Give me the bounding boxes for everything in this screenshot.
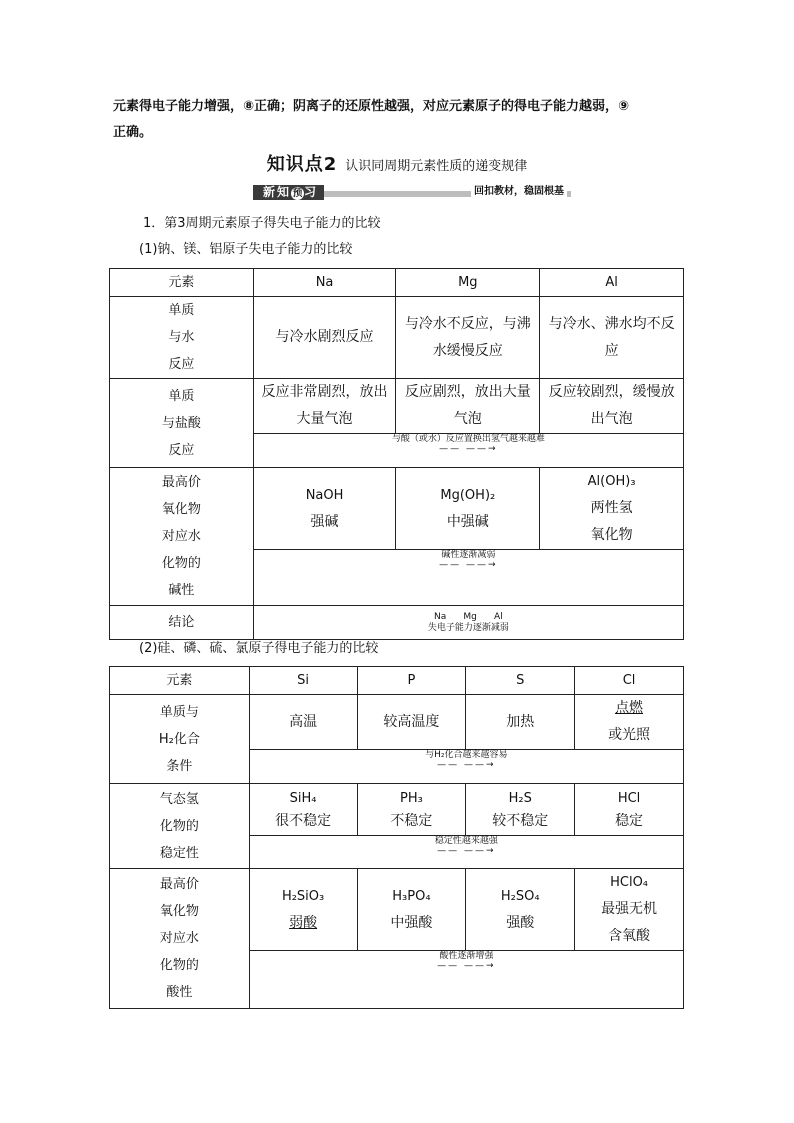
property: 氧化物 — [590, 527, 633, 543]
formula: H₂SiO₃ — [281, 888, 325, 904]
header-cell: 元素 — [110, 667, 250, 695]
table-row — [110, 468, 684, 550]
property: 稳定 — [615, 812, 644, 829]
label-line: 最高价 — [159, 877, 199, 892]
cell-s-acid — [466, 869, 575, 951]
cell-s-cond: 加热 — [466, 695, 575, 750]
cell-al-base — [540, 468, 684, 550]
section-banner — [253, 185, 571, 200]
cell-al-acid: 反应较剧烈，缓慢放出气泡 — [540, 379, 684, 434]
trend-text: 稳定性越来越强 — [434, 836, 498, 846]
trend-text: 与H₂化合越来越容易 — [425, 750, 508, 760]
trend-cell — [249, 750, 683, 784]
cell-na-acid: 反应非常剧烈，放出大量气泡 — [253, 379, 396, 434]
banner-tag-b: 习 — [304, 185, 319, 199]
formula: NaOH — [305, 487, 344, 503]
label-line: 化物的 — [159, 818, 199, 834]
table-row — [110, 606, 684, 640]
trend-cell — [249, 951, 683, 1009]
trend-arrow-icon: —— ——→ — [437, 760, 496, 770]
cell-al-water: 与冷水、沸水均不反应 — [540, 297, 684, 379]
label-line: 对应水 — [161, 529, 201, 544]
trend-cell — [253, 550, 683, 606]
header-cell: Si — [249, 667, 357, 695]
formula: H₂S — [508, 790, 532, 806]
label-line: 酸性 — [166, 985, 193, 1000]
trend-cell — [253, 434, 683, 468]
label-line: 条件 — [166, 758, 193, 774]
header-cell: S — [466, 667, 575, 695]
cell-mg-acid: 反应剧烈，放出大量气泡 — [396, 379, 540, 434]
label-line: 与盐酸 — [161, 415, 201, 431]
banner-right-text: 回扣教材，稳固根基 — [471, 186, 567, 198]
header-cell: Mg — [396, 269, 540, 297]
cell-mg-base — [396, 468, 540, 550]
sub-1-title: (1)钠、镁、铝原子失电子能力的比较 — [139, 242, 353, 257]
formula: Al(OH)₃ — [587, 474, 636, 489]
cell-p-acid — [357, 869, 466, 951]
sub-2-title: (2)硅、磷、硫、氯原子得电子能力的比较 — [139, 641, 379, 656]
label-line: 与水 — [168, 330, 195, 345]
trend-arrow-icon: —— ——→ — [439, 560, 498, 570]
formula: H₃PO₄ — [392, 888, 431, 904]
row-label — [110, 468, 254, 606]
header-cell: Cl — [575, 667, 684, 695]
property: 弱酸 — [289, 914, 318, 931]
row-label — [110, 784, 250, 869]
property: 不稳定 — [390, 812, 433, 829]
property: 中强酸 — [390, 914, 433, 931]
table-row — [110, 784, 684, 836]
row-label — [110, 297, 254, 379]
value-line: 或光照 — [608, 727, 651, 743]
conclusion-text: 失电子能力逐渐减弱 — [427, 622, 509, 633]
cell-mg-water: 与冷水不反应，与沸水缓慢反应 — [396, 297, 540, 379]
property: 中强碱 — [446, 513, 489, 530]
cell-p-stab — [357, 784, 466, 836]
table-row — [110, 379, 684, 434]
formula: HCl — [617, 790, 641, 806]
trend-arrow-icon: —— ——→ — [437, 846, 496, 856]
section-heading — [0, 150, 794, 176]
cell-cl-acid — [575, 869, 684, 951]
cell-s-stab — [466, 784, 575, 836]
header-cell: Na — [253, 269, 396, 297]
label-line: 氧化物 — [159, 904, 199, 919]
banner-tag-circle: 预 — [292, 188, 303, 199]
trend-text: 碱性逐渐减弱 — [441, 550, 496, 560]
cell-cl-stab — [575, 784, 684, 836]
cell-si-cond: 高温 — [249, 695, 357, 750]
label-line: H₂化合 — [158, 731, 200, 747]
label-line: 对应水 — [159, 931, 199, 946]
header-cell: 元素 — [110, 269, 254, 297]
label-line: 单质 — [168, 388, 195, 404]
label-line: 最高价 — [161, 475, 201, 490]
cell-p-cond: 较高温度 — [357, 695, 466, 750]
trend-arrow-icon: —— ——→ — [439, 444, 498, 454]
row-label: 结论 — [110, 606, 254, 640]
table-si-p-s-cl — [109, 666, 684, 1009]
label-line: 化物的 — [161, 556, 201, 571]
trend-text: 酸性逐渐增强 — [439, 951, 494, 961]
label-line: 稳定性 — [159, 845, 199, 861]
cell-si-stab — [249, 784, 357, 836]
property: 最强无机 — [601, 901, 658, 917]
item-1-title: 1．第3周期元素原子得失电子能力的比较 — [143, 216, 381, 231]
label-line: 反应 — [168, 357, 195, 372]
table-row — [110, 869, 684, 951]
property: 较不稳定 — [492, 812, 549, 829]
label-line: 气态氢 — [159, 791, 199, 807]
value-line: 点燃 — [615, 700, 644, 716]
header-cell: Al — [540, 269, 684, 297]
intro-line-1: 元素得电子能力增强，⑧正确；阴离子的还原性越强，对应元素原子的得电子能力越弱，⑨ — [113, 99, 630, 114]
conclusion-cell — [253, 606, 683, 640]
property: 强碱 — [310, 513, 339, 530]
table-na-mg-al — [109, 268, 684, 640]
intro-line-2: 正确。 — [113, 125, 153, 140]
trend-text: 与酸（或水）反应置换出氢气越来越难 — [391, 434, 545, 444]
label-line: 单质与 — [159, 704, 199, 720]
property: 两性氢 — [590, 500, 633, 516]
table-row — [110, 269, 684, 297]
label-line: 反应 — [168, 442, 195, 458]
row-label — [110, 379, 254, 468]
table-row — [110, 667, 684, 695]
cell-na-base — [253, 468, 396, 550]
heading-sub: 认识同周期元素性质的递变规律 — [345, 159, 528, 174]
property: 很不稳定 — [275, 812, 332, 829]
cell-si-acid — [249, 869, 357, 951]
conclusion-elements: Na Mg Al — [433, 611, 503, 622]
formula: SiH₄ — [289, 790, 317, 806]
formula: HClO₄ — [610, 875, 649, 890]
label-line: 单质 — [168, 303, 195, 318]
row-label — [110, 869, 250, 1009]
label-line: 氧化物 — [161, 502, 201, 517]
property: 强酸 — [506, 914, 535, 931]
row-label — [110, 695, 250, 784]
heading-main: 知识点2 — [266, 154, 338, 175]
trend-cell — [249, 836, 683, 869]
banner-tag — [253, 185, 324, 200]
label-line: 化物的 — [159, 958, 199, 973]
header-cell: P — [357, 667, 466, 695]
formula: PH₃ — [399, 790, 423, 806]
label-line: 碱性 — [168, 583, 195, 598]
formula: Mg(OH)₂ — [440, 487, 496, 503]
trend-arrow-icon: —— ——→ — [437, 961, 496, 971]
formula: H₂SO₄ — [500, 888, 540, 904]
table-row — [110, 297, 684, 379]
property: 含氧酸 — [608, 928, 651, 944]
banner-tag-a: 新知 — [263, 185, 292, 199]
cell-cl-cond — [575, 695, 684, 750]
table-row — [110, 695, 684, 750]
cell-na-water: 与冷水剧烈反应 — [253, 297, 396, 379]
